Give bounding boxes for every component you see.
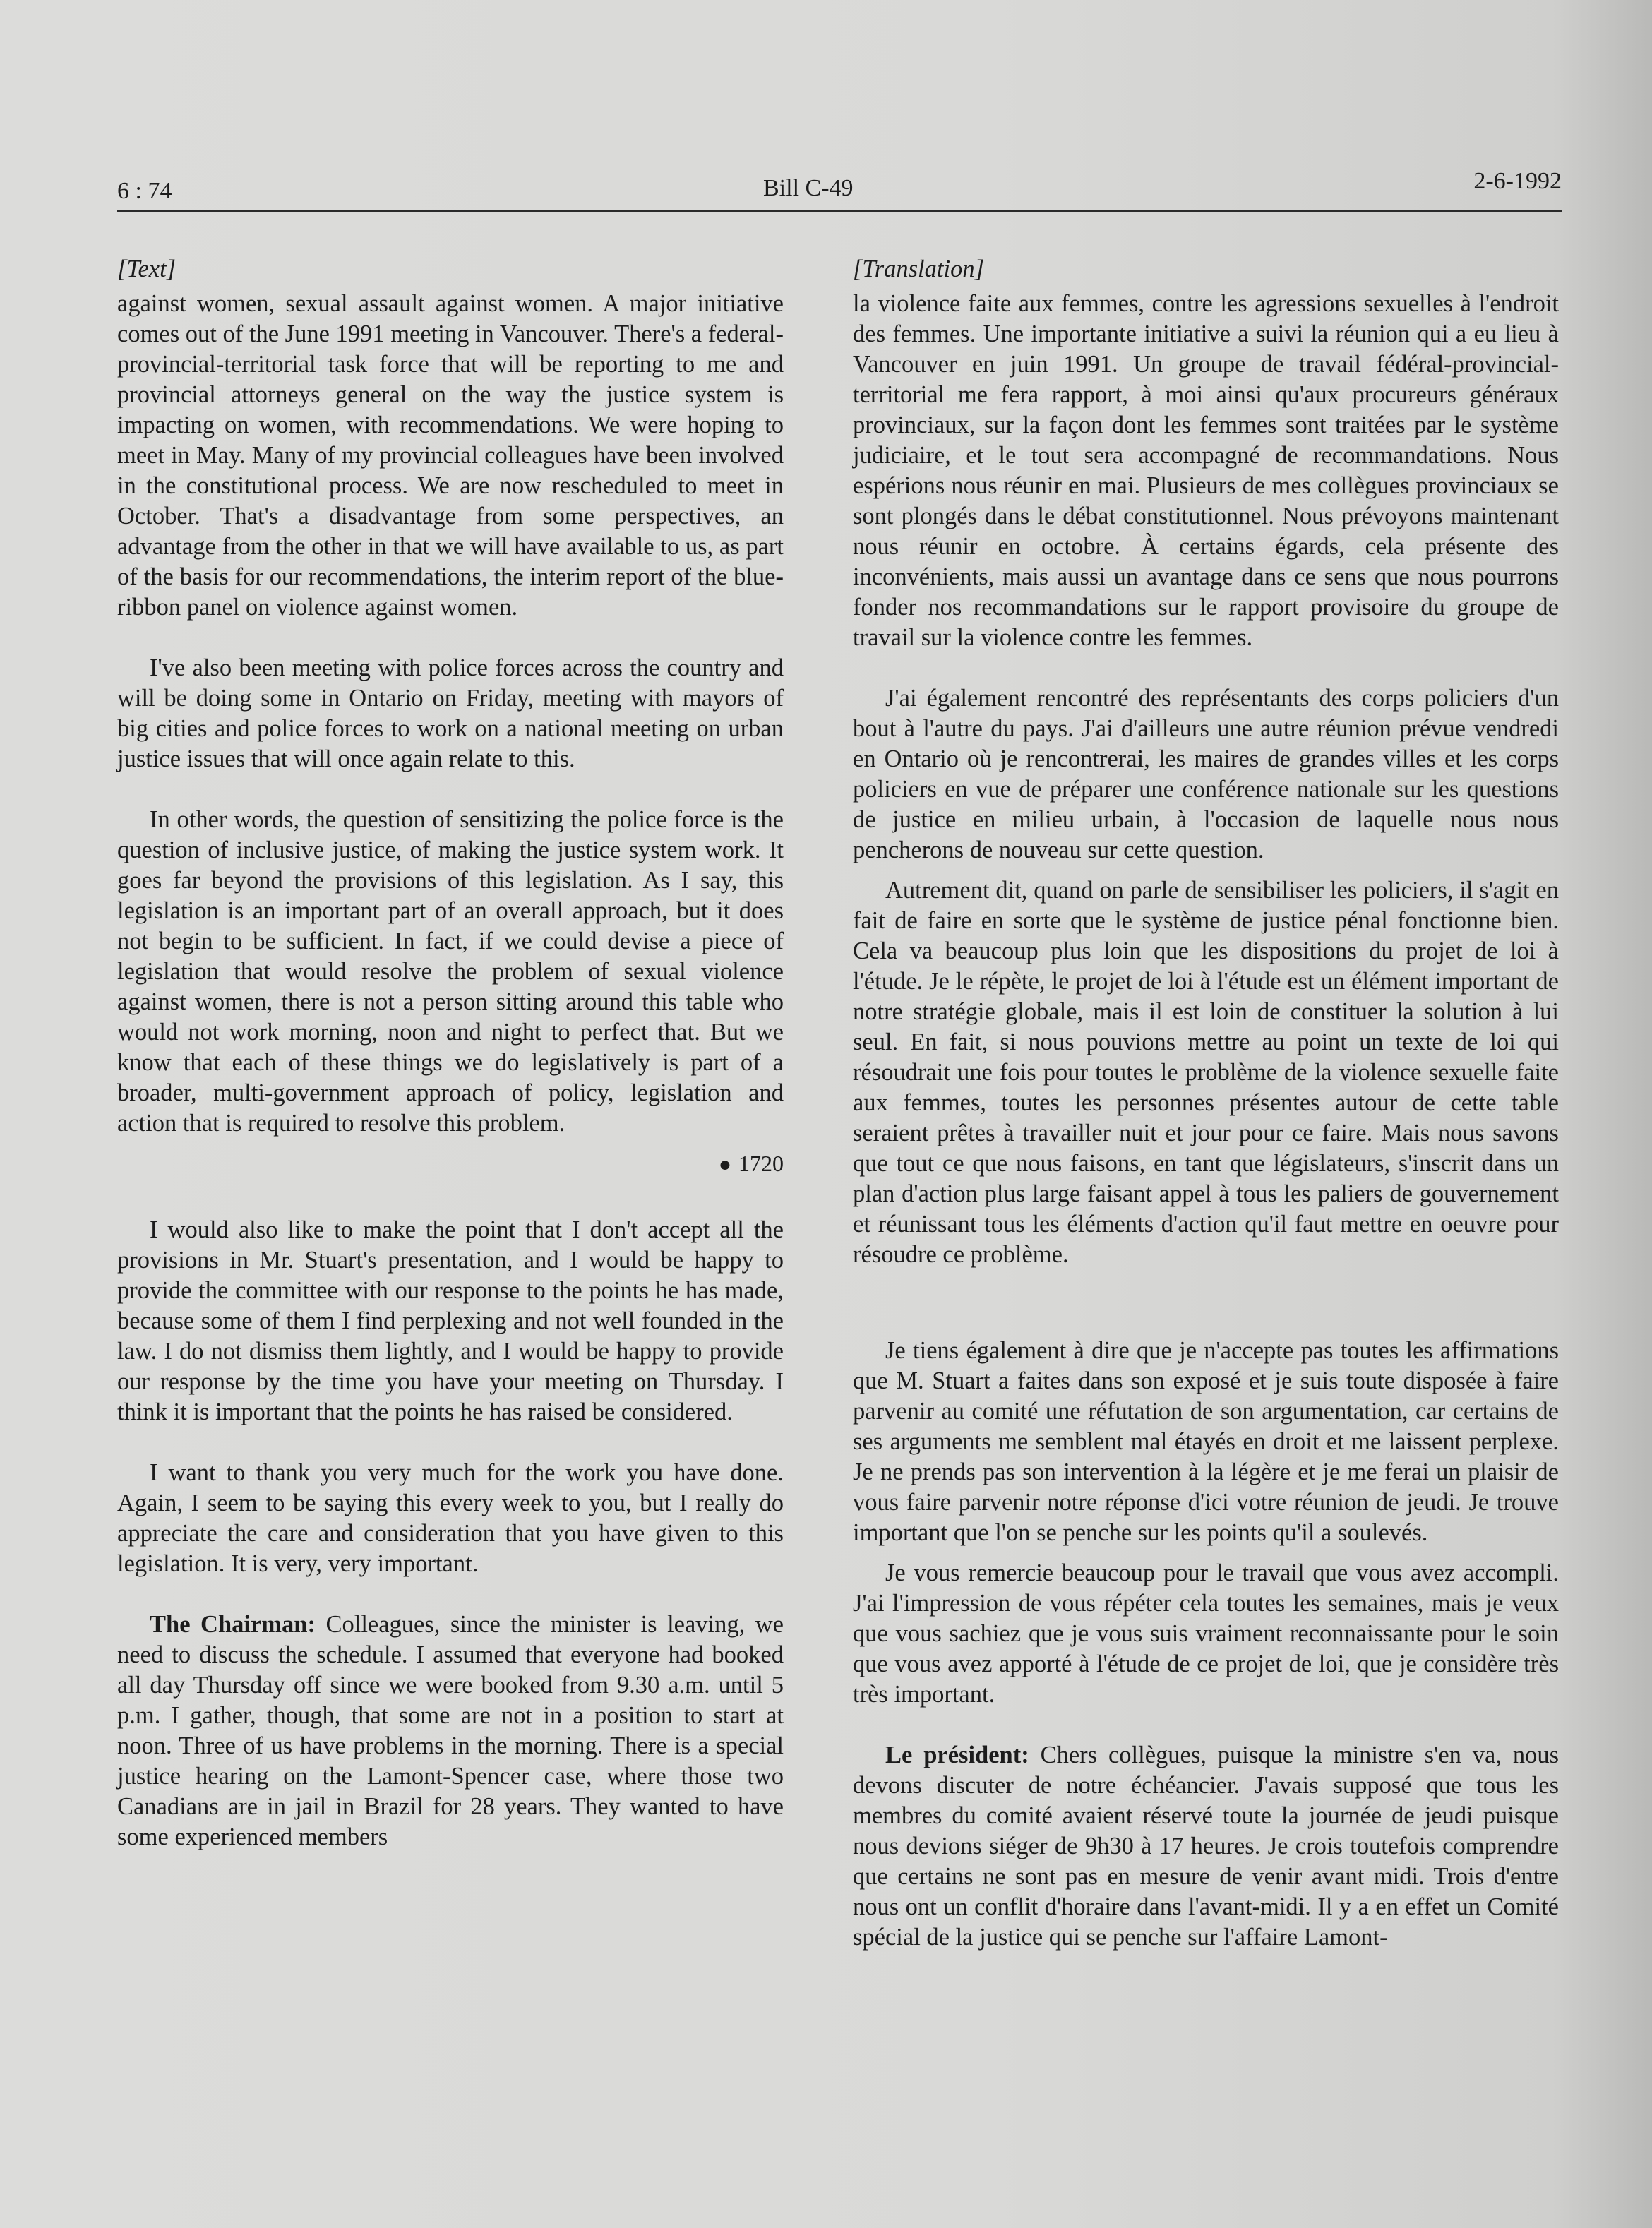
paragraph: I've also been meeting with police forces across the country and will be doing some in Ontario on Friday, meeting with mayors of big cities and police forces to work on a national meeting on urban justice issues that will once again relate to this. xyxy=(117,654,784,772)
header-date: 2-6-1992 xyxy=(1473,168,1562,194)
bill-title: Bill C-49 xyxy=(763,175,854,201)
speaker-text: Colleagues, since the minister is leaving, we need to discuss the schedule. I assumed that everyone had booked all day Thursday off since we were booked from 9.30 a.m. until 5 p.m. I gather, though, that some are not in a position to start at noon. Three of us have problems in the morning. There is a special justice hearing on the Lamont-Spencer case, where those two Canadians are in jail in Brazil for 28 years. They wanted to have some experienced members xyxy=(117,1611,784,1850)
speaker-text: Chers collègues, puisque la ministre s'en va, nous devons discuter de notre échéancier. J'avais supposé que tous les membres du comité avaient réservé toute la journée de jeudi puisque nous devions siéger de 9h30 à 17 heures. Je crois toutefois comprendre que certains ne sont pas en mesure de venir avant midi. Trois d'entre nous ont un conflit d'horaire dans l'avant-midi. Il y a en effet un Comité spécial de la justice qui se penche sur l'affaire Lamont- xyxy=(853,1742,1560,1951)
paragraph: In other words, the question of sensitizing the police force is the question of inclusive justice, of making the justice system work. It goes far beyond the provisions of this legislation. As I say, this legislation is an important part of an overall approach, but it does not begin to be sufficient. In fact, if we could devise a piece of legislation that would resolve the problem of sexual violence against women, there is not a person sitting around this table who would not work morning, noon and night to perfect that. But we know that each of these things we do legislatively is part of a broader, multi-government approach of policy, legislation and action that is required to resolve this problem. xyxy=(117,806,784,1137)
president-paragraph xyxy=(853,1740,1559,1953)
paragraph: Je vous remercie beaucoup pour le travail que vous avez accompli. J'ai l'impression de vous répéter cela toutes les semaines, mais je veux que vous sachiez que je vous suis vraiment reconnaissante pour le soin que vous avez apporté à l'étude de ce projet de loi, que je considère très très important. xyxy=(853,1559,1559,1708)
translation-tag: [Translation] xyxy=(853,256,984,282)
paragraph: Autrement dit, quand on parle de sensibiliser les policiers, il s'agit en fait de faire en sorte que le système de justice pénal fonctionne bien. Cela va beaucoup plus loin que les dispositions du projet de loi à l'étude. Je le répète, le projet de loi à l'étude est un élément important de notre stratégie globale, mais il est loin de constituer la solution à lui seul. En fait, si nous pouvions mettre au point un texte de loi qui résoudrait une fois pour toutes le problème de la violence sexuelle faite aux femmes, toutes les personnes présentes autour de cette table seraient prêtes à travailler nuit et jour pour ce faire. Mais nous savons que tout ce que nous faisons, en tant que législateurs, s'inscrit dans un plan d'action plus large faisant appel à tous les paliers de gouvernement et réunissant tous les éléments d'action qu'il faut mettre en oeuvre pour résoudre ce problème. xyxy=(853,877,1559,1268)
paragraph: against women, sexual assault against women. A major initiative comes out of the June 1991 meeting in Vancouver. There's a federal-provincial-territorial task force that will be reporting to me and provincial attorneys general on the way the justice system is impacting on women, with recommendations. We were hoping to meet in May. Many of my provincial colleagues have been involved in the constitutional process. We are now rescheduled to meet in October. That's a disadvantage from some perspectives, an advantage from the other in that we will have available to us, as part of the basis for our recommendations, the interim report of the blue-ribbon panel on violence against women. xyxy=(117,290,784,621)
speaker-label: The Chairman: xyxy=(150,1611,316,1638)
chairman-paragraph xyxy=(117,1610,784,1852)
time-marker-label: 1720 xyxy=(738,1151,784,1176)
speaker-label: Le président: xyxy=(885,1742,1029,1768)
page-header xyxy=(117,168,1562,212)
text-tag: [Text] xyxy=(117,256,176,282)
bullet-icon: ● xyxy=(718,1153,731,1176)
paragraph: la violence faite aux femmes, contre les agressions sexuelles à l'endroit des femmes. Une importante initiative a suivi la réunion qui a eu lieu à Vancouver en juin 1991. Un groupe de travail fédéral-provincial-territorial me fera rapport, à moi ainsi qu'aux procureurs généraux provinciaux, sur la façon dont les femmes sont traitées par le système judiciaire, et le tout sera accompagné de recommandations. Nous espérions nous réunir en mai. Plusieurs de mes collègues provinciaux se sont plongés dans le débat constitutionnel. Nous prévoyons maintenant nous réunir en octobre. À certains égards, cela présente des inconvénients, mais aussi un avantage dans ce sens que nous pourrons fonder nos recommandations sur le rapport provisoire du groupe de travail sur la violence contre les femmes. xyxy=(853,290,1559,651)
paragraph: Je tiens également à dire que je n'accepte pas toutes les affirmations que M. Stuart a faites dans son exposé et je suis toute disposée à faire parvenir au comité une réfutation de son argumentation, car certains de ses arguments me semblent mal étayés en droit et me laissent perplexe. Je ne prends pas son intervention à la légère et je me ferai un plaisir de vous faire parvenir notre réponse d'ici votre réunion de jeudi. Je trouve important que l'on se penche sur les points qu'il a soulevés. xyxy=(853,1337,1559,1546)
paragraph: I would also like to make the point that I don't accept all the provisions in Mr. Stuart's presentation, and I would be happy to provide the committee with our response to the points he has made, because some of them I find perplexing and not well founded in the law. I do not dismiss them lightly, and I would be happy to provide our response by the time you have your meeting on Thursday. I think it is important that the points he has raised be considered. xyxy=(117,1216,784,1425)
page-number: 6 : 74 xyxy=(117,178,172,204)
english-column xyxy=(117,254,784,1883)
time-marker xyxy=(117,1149,784,1180)
french-column xyxy=(853,254,1559,1983)
paragraph: I want to thank you very much for the work you have done. Again, I seem to be saying this every week to you, but I really do appreciate the care and consideration that you have given to this legislation. It is very, very important. xyxy=(117,1459,784,1577)
paragraph: J'ai également rencontré des représentants des corps policiers d'un bout à l'autre du pays. J'ai d'ailleurs une autre réunion prévue vendredi en Ontario où je rencontrerai, les maires de grandes villes et les corps policiers en vue de préparer une conférence nationale sur les questions de justice en milieu urbain, à l'occasion de laquelle nous nous pencherons de nouveau sur cette question. xyxy=(853,685,1559,863)
